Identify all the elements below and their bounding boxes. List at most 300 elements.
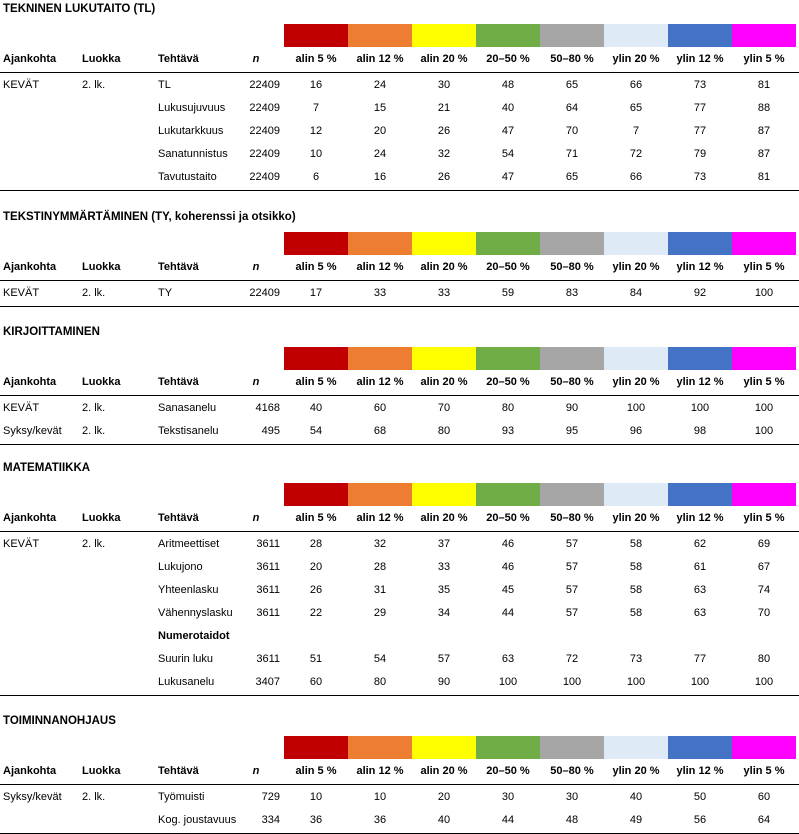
cell-value: 20 (437, 791, 451, 803)
color-swatch (668, 347, 732, 370)
table-row (0, 602, 799, 625)
cell-value: 33 (437, 287, 451, 299)
cell-value: 63 (693, 584, 707, 596)
header-ajankohta: Ajankohta (3, 765, 57, 777)
header-percentile: alin 5 % (295, 376, 337, 388)
cell-value: 90 (565, 402, 579, 414)
cell-value: 10 (309, 148, 323, 160)
color-swatch (604, 232, 668, 255)
header-percentile: ylin 20 % (612, 765, 660, 777)
color-swatch (348, 24, 412, 47)
cell-value: 15 (373, 102, 387, 114)
header-percentile: ylin 5 % (743, 376, 785, 388)
cell-value: 58 (629, 538, 643, 550)
cell-value: 50 (693, 791, 707, 803)
color-swatch (348, 483, 412, 506)
subheading-row (0, 625, 799, 648)
cell-value: 28 (309, 538, 323, 550)
cell-value: 47 (501, 171, 515, 183)
cell-tehtava: Sanatunnistus (158, 148, 228, 160)
cell-value: 21 (437, 102, 451, 114)
color-swatch (284, 24, 348, 47)
cell-value: 65 (629, 102, 643, 114)
cell-value: 57 (565, 538, 579, 550)
header-row (0, 48, 799, 71)
cell-tehtava: Suurin luku (158, 653, 214, 665)
cell-value: 46 (501, 538, 515, 550)
cell-tehtava: TL (158, 79, 171, 91)
color-scale-bar (0, 24, 799, 47)
header-percentile: ylin 12 % (676, 512, 724, 524)
cell-value: 37 (437, 538, 451, 550)
cell-value: 100 (498, 676, 518, 688)
cell-tehtava: Vähennyslasku (158, 607, 233, 619)
cell-value: 65 (565, 171, 579, 183)
cell-value: 64 (757, 814, 771, 826)
header-n: n (252, 765, 260, 777)
header-row (0, 507, 799, 530)
header-percentile: ylin 5 % (743, 765, 785, 777)
header-rule (0, 531, 799, 532)
color-swatch (412, 347, 476, 370)
cell-value: 71 (565, 148, 579, 160)
cell-value: 77 (693, 102, 707, 114)
cell-ajankohta: Syksy/kevät (3, 425, 62, 437)
color-scale-bar (0, 232, 799, 255)
header-percentile: ylin 5 % (743, 53, 785, 65)
header-n: n (252, 376, 260, 388)
section-title: TEKSTINYMMÄRTÄMINEN (TY, koherenssi ja otsikko) (3, 211, 296, 223)
cell-value: 68 (373, 425, 387, 437)
header-percentile: ylin 20 % (612, 376, 660, 388)
header-n: n (252, 261, 260, 273)
cell-value: 28 (373, 561, 387, 573)
header-percentile: alin 20 % (420, 261, 468, 273)
cell-tehtava: Sanasanelu (158, 402, 217, 414)
cell-value: 100 (754, 287, 774, 299)
header-tehtava: Tehtävä (158, 53, 199, 65)
cell-value: 20 (373, 125, 387, 137)
cell-value: 33 (373, 287, 387, 299)
cell-n: 3611 (256, 538, 280, 550)
cell-value: 90 (437, 676, 451, 688)
cell-value: 100 (690, 402, 710, 414)
cell-value: 60 (757, 791, 771, 803)
color-swatch (476, 736, 540, 759)
cell-value: 48 (565, 814, 579, 826)
cell-value: 12 (309, 125, 323, 137)
cell-tehtava: Lukujono (158, 561, 203, 573)
cell-value: 79 (693, 148, 707, 160)
table-row (0, 579, 799, 602)
cell-value: 24 (373, 148, 387, 160)
cell-value: 80 (501, 402, 515, 414)
cell-value: 30 (565, 791, 579, 803)
header-tehtava: Tehtävä (158, 512, 199, 524)
cell-value: 32 (437, 148, 451, 160)
cell-value: 100 (626, 676, 646, 688)
table-row (0, 533, 799, 556)
header-percentile: 20–50 % (486, 261, 530, 273)
cell-value: 45 (501, 584, 515, 596)
cell-n: 495 (261, 425, 280, 437)
color-swatch (604, 347, 668, 370)
cell-value: 40 (501, 102, 515, 114)
cell-value: 10 (309, 791, 323, 803)
table-row (0, 420, 799, 443)
color-swatch (732, 232, 796, 255)
cell-value: 88 (757, 102, 771, 114)
cell-value: 60 (373, 402, 387, 414)
cell-n: 729 (261, 791, 280, 803)
header-percentile: alin 12 % (356, 512, 404, 524)
color-swatch (284, 347, 348, 370)
cell-n: 3611 (256, 607, 280, 619)
header-rule (0, 395, 799, 396)
cell-value: 74 (757, 584, 771, 596)
cell-value: 30 (501, 791, 515, 803)
cell-n: 22409 (249, 148, 280, 160)
cell-value: 48 (501, 79, 515, 91)
cell-value: 80 (373, 676, 387, 688)
cell-value: 100 (754, 676, 774, 688)
section-title: KIRJOITTAMINEN (3, 326, 100, 338)
header-luokka: Luokka (82, 261, 121, 273)
table-row (0, 120, 799, 143)
table-row (0, 809, 799, 832)
cell-value: 57 (565, 607, 579, 619)
color-swatch (476, 24, 540, 47)
header-percentile: alin 5 % (295, 53, 337, 65)
color-swatch (604, 736, 668, 759)
cell-value: 33 (437, 561, 451, 573)
section-bottom-rule (0, 306, 799, 307)
color-swatch (284, 736, 348, 759)
cell-tehtava: TY (158, 287, 173, 299)
header-percentile: ylin 5 % (743, 512, 785, 524)
cell-value: 67 (757, 561, 771, 573)
cell-value: 54 (309, 425, 323, 437)
table-row (0, 786, 799, 809)
color-swatch (540, 24, 604, 47)
header-percentile: 50–80 % (550, 53, 594, 65)
cell-value: 95 (565, 425, 579, 437)
cell-value: 58 (629, 584, 643, 596)
header-ajankohta: Ajankohta (3, 376, 57, 388)
header-percentile: 50–80 % (550, 376, 594, 388)
section-title: MATEMATIIKKA (3, 462, 91, 474)
cell-value: 77 (693, 125, 707, 137)
cell-tehtava: Lukusanelu (158, 676, 215, 688)
cell-value: 6 (312, 171, 320, 183)
color-swatch (348, 232, 412, 255)
header-percentile: alin 12 % (356, 376, 404, 388)
header-row (0, 760, 799, 783)
header-percentile: 50–80 % (550, 765, 594, 777)
cell-value: 66 (629, 171, 643, 183)
cell-value: 51 (309, 653, 323, 665)
cell-value: 56 (693, 814, 707, 826)
cell-value: 96 (629, 425, 643, 437)
cell-value: 81 (757, 79, 771, 91)
color-swatch (412, 483, 476, 506)
cell-value: 65 (565, 79, 579, 91)
cell-value: 44 (501, 814, 515, 826)
cell-value: 98 (693, 425, 707, 437)
header-tehtava: Tehtävä (158, 765, 199, 777)
header-percentile: ylin 20 % (612, 512, 660, 524)
cell-value: 58 (629, 607, 643, 619)
header-percentile: alin 20 % (420, 765, 468, 777)
header-luokka: Luokka (82, 512, 121, 524)
header-rule (0, 784, 799, 785)
table-row (0, 648, 799, 671)
table-row (0, 397, 799, 420)
color-swatch (668, 24, 732, 47)
cell-value: 57 (437, 653, 451, 665)
cell-value: 57 (565, 584, 579, 596)
cell-luokka: 2. lk. (82, 402, 106, 414)
cell-value: 63 (501, 653, 515, 665)
cell-value: 40 (437, 814, 451, 826)
cell-value: 26 (309, 584, 323, 596)
header-percentile: ylin 5 % (743, 261, 785, 273)
cell-n: 3611 (256, 584, 280, 596)
cell-value: 46 (501, 561, 515, 573)
header-percentile: 20–50 % (486, 53, 530, 65)
cell-value: 87 (757, 125, 771, 137)
header-percentile: alin 5 % (295, 512, 337, 524)
table-row (0, 671, 799, 694)
cell-value: 81 (757, 171, 771, 183)
header-rule (0, 72, 799, 73)
color-scale-bar (0, 347, 799, 370)
color-swatch (604, 24, 668, 47)
cell-n: 22409 (249, 287, 280, 299)
header-n: n (252, 53, 260, 65)
section-title: TOIMINNANOHJAUS (3, 715, 116, 727)
cell-value: 70 (757, 607, 771, 619)
header-percentile: 50–80 % (550, 261, 594, 273)
color-swatch (732, 24, 796, 47)
header-percentile: alin 5 % (295, 765, 337, 777)
cell-value: 66 (629, 79, 643, 91)
cell-value: 69 (757, 538, 771, 550)
cell-value: 44 (501, 607, 515, 619)
color-swatch (732, 347, 796, 370)
section-title: TEKNINEN LUKUTAITO (TL) (3, 3, 156, 15)
cell-value: 72 (629, 148, 643, 160)
color-swatch (668, 736, 732, 759)
cell-n: 3611 (256, 653, 280, 665)
cell-n: 3611 (256, 561, 280, 573)
header-percentile: alin 20 % (420, 53, 468, 65)
cell-ajankohta: KEVÄT (3, 287, 40, 299)
table-row (0, 556, 799, 579)
cell-n: 22409 (249, 102, 280, 114)
cell-value: 16 (373, 171, 387, 183)
cell-value: 10 (373, 791, 387, 803)
cell-ajankohta: Syksy/kevät (3, 791, 62, 803)
header-rule (0, 280, 799, 281)
header-luokka: Luokka (82, 53, 121, 65)
header-percentile: 20–50 % (486, 765, 530, 777)
color-swatch (284, 232, 348, 255)
cell-value: 58 (629, 561, 643, 573)
header-percentile: 20–50 % (486, 512, 530, 524)
cell-value: 80 (437, 425, 451, 437)
color-swatch (476, 347, 540, 370)
cell-value: 26 (437, 125, 451, 137)
table-row (0, 282, 799, 305)
color-swatch (412, 24, 476, 47)
cell-n: 334 (261, 814, 280, 826)
color-swatch (476, 232, 540, 255)
header-tehtava: Tehtävä (158, 261, 199, 273)
color-scale-bar (0, 736, 799, 759)
header-percentile: ylin 12 % (676, 53, 724, 65)
header-ajankohta: Ajankohta (3, 512, 57, 524)
cell-luokka: 2. lk. (82, 791, 106, 803)
cell-value: 100 (754, 402, 774, 414)
header-percentile: ylin 20 % (612, 261, 660, 273)
cell-value: 73 (693, 79, 707, 91)
table-row (0, 143, 799, 166)
header-percentile: alin 5 % (295, 261, 337, 273)
subheading: Numerotaidot (158, 630, 230, 642)
cell-value: 49 (629, 814, 643, 826)
cell-luokka: 2. lk. (82, 538, 106, 550)
cell-tehtava: Lukusujuvuus (158, 102, 226, 114)
cell-luokka: 2. lk. (82, 79, 106, 91)
cell-value: 36 (309, 814, 323, 826)
cell-value: 57 (565, 561, 579, 573)
cell-value: 17 (309, 287, 323, 299)
header-percentile: ylin 20 % (612, 53, 660, 65)
cell-value: 35 (437, 584, 451, 596)
cell-tehtava: Aritmeettiset (158, 538, 220, 550)
cell-tehtava: Kog. joustavuus (158, 814, 237, 826)
cell-value: 62 (693, 538, 707, 550)
cell-tehtava: Yhteenlasku (158, 584, 219, 596)
color-swatch (732, 736, 796, 759)
color-swatch (540, 483, 604, 506)
cell-n: 3407 (255, 676, 280, 688)
header-row (0, 371, 799, 394)
cell-value: 80 (757, 653, 771, 665)
header-percentile: 50–80 % (550, 512, 594, 524)
cell-tehtava: Lukutarkkuus (158, 125, 224, 137)
cell-value: 31 (373, 584, 387, 596)
table-row (0, 97, 799, 120)
table-row (0, 166, 799, 189)
cell-value: 29 (373, 607, 387, 619)
header-percentile: alin 12 % (356, 53, 404, 65)
color-swatch (348, 347, 412, 370)
header-ajankohta: Ajankohta (3, 53, 57, 65)
cell-value: 100 (754, 425, 774, 437)
cell-value: 70 (437, 402, 451, 414)
cell-luokka: 2. lk. (82, 287, 106, 299)
header-luokka: Luokka (82, 765, 121, 777)
header-percentile: 20–50 % (486, 376, 530, 388)
cell-luokka: 2. lk. (82, 425, 106, 437)
cell-value: 7 (632, 125, 640, 137)
header-tehtava: Tehtävä (158, 376, 199, 388)
color-swatch (540, 347, 604, 370)
color-swatch (476, 483, 540, 506)
cell-value: 92 (693, 287, 707, 299)
header-percentile: ylin 12 % (676, 765, 724, 777)
cell-value: 36 (373, 814, 387, 826)
cell-value: 93 (501, 425, 515, 437)
color-swatch (412, 232, 476, 255)
cell-n: 22409 (249, 125, 280, 137)
header-percentile: alin 20 % (420, 376, 468, 388)
color-swatch (348, 736, 412, 759)
cell-value: 60 (309, 676, 323, 688)
section-bottom-rule (0, 444, 799, 445)
header-percentile: alin 12 % (356, 765, 404, 777)
cell-value: 87 (757, 148, 771, 160)
cell-value: 77 (693, 653, 707, 665)
color-swatch (540, 736, 604, 759)
cell-value: 63 (693, 607, 707, 619)
cell-value: 47 (501, 125, 515, 137)
cell-value: 64 (565, 102, 579, 114)
cell-tehtava: Tekstisanelu (158, 425, 219, 437)
cell-ajankohta: KEVÄT (3, 538, 40, 550)
cell-value: 40 (629, 791, 643, 803)
color-swatch (604, 483, 668, 506)
cell-value: 22 (309, 607, 323, 619)
cell-tehtava: Tavutustaito (158, 171, 217, 183)
cell-n: 22409 (249, 79, 280, 91)
cell-value: 32 (373, 538, 387, 550)
cell-value: 16 (309, 79, 323, 91)
color-swatch (412, 736, 476, 759)
cell-value: 73 (629, 653, 643, 665)
header-percentile: alin 12 % (356, 261, 404, 273)
color-swatch (540, 232, 604, 255)
cell-n: 4168 (255, 402, 280, 414)
cell-value: 24 (373, 79, 387, 91)
cell-value: 73 (693, 171, 707, 183)
cell-value: 83 (565, 287, 579, 299)
cell-n: 22409 (249, 171, 280, 183)
cell-value: 100 (562, 676, 582, 688)
color-swatch (668, 483, 732, 506)
header-percentile: ylin 12 % (676, 376, 724, 388)
cell-value: 20 (309, 561, 323, 573)
cell-ajankohta: KEVÄT (3, 402, 40, 414)
section-bottom-rule (0, 190, 799, 191)
color-scale-bar (0, 483, 799, 506)
header-percentile: alin 20 % (420, 512, 468, 524)
header-n: n (252, 512, 260, 524)
color-swatch (668, 232, 732, 255)
cell-value: 34 (437, 607, 451, 619)
header-ajankohta: Ajankohta (3, 261, 57, 273)
color-swatch (284, 483, 348, 506)
cell-value: 100 (626, 402, 646, 414)
cell-value: 54 (373, 653, 387, 665)
cell-value: 100 (690, 676, 710, 688)
cell-value: 70 (565, 125, 579, 137)
cell-tehtava: Työmuisti (158, 791, 205, 803)
cell-value: 26 (437, 171, 451, 183)
cell-value: 59 (501, 287, 515, 299)
